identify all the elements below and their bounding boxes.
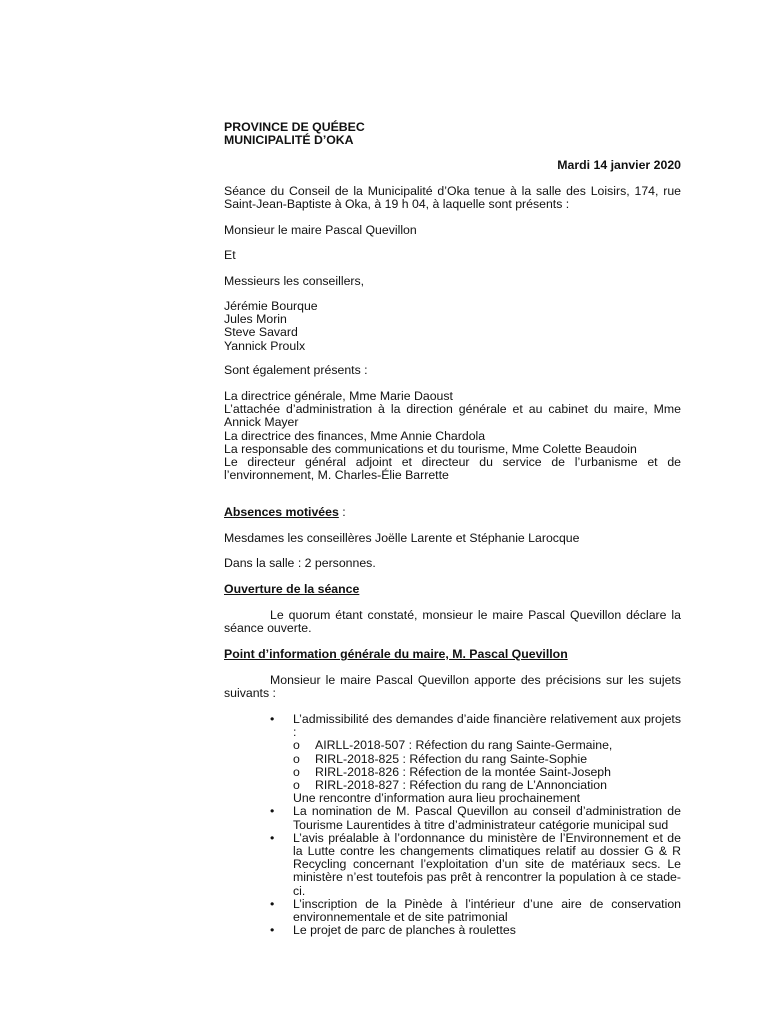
absences-colon: : — [338, 505, 346, 519]
staff-member: La responsable des communications et du tourisme, Mme Colette Beaudoin — [224, 441, 637, 456]
mayor-info-intro: Monsieur le maire Pascal Quevillon apporte des précisions sur les sujets suivants : — [224, 673, 681, 701]
list-item — [224, 713, 681, 805]
list-item-text: L’avis préalable à l’ordonnance du ministère de l’Environnement et de la Lutte contre les changements climatiques relatif au dossier G & R Recycling concernant l’exploitation d’un site de matériaux secs. Le ministère n’est toutefois pas prêt à rencontrer la population à ce stade-ci. — [293, 830, 681, 898]
staff-member: L’attachée d’administration à la direction générale et au cabinet du maire, Mme Annick Mayer — [224, 402, 681, 430]
circle-bullet-icon: o — [293, 764, 300, 779]
sub-list-item-text: RIRL-2018-825 : Réfection du rang Sainte-Sophie — [315, 751, 588, 766]
mayor-info-heading: Point d’information générale du maire, M. Pascal Quevillon — [224, 647, 568, 661]
absences-heading-line — [224, 506, 681, 519]
list-item-text: L’admissibilité des demandes d’aide financière relativement aux projets : — [293, 712, 681, 740]
councillor-name: Jules Morin — [224, 312, 287, 327]
staff-list — [224, 390, 681, 482]
letterhead — [224, 121, 681, 147]
bullet-icon: • — [270, 830, 275, 845]
councillor-name: Steve Savard — [224, 325, 298, 340]
also-present-intro: Sont également présents : — [224, 363, 368, 377]
bullet-icon: • — [270, 712, 275, 726]
meeting-date: Mardi 14 janvier 2020 — [557, 158, 681, 172]
sub-list-item-text: RIRL-2018-826 : Réfection de la montée Saint-Joseph — [315, 764, 611, 779]
mayor-info-list — [224, 713, 681, 937]
staff-member: La directrice des finances, Mme Annie Chardola — [224, 428, 486, 443]
sub-list — [293, 739, 681, 792]
list-item-text: L’inscription de la Pinède à l’intérieur d’une aire de conservation environnementale et de site patrimonial — [293, 896, 681, 925]
bullet-icon: • — [270, 896, 275, 911]
opening-heading: Ouverture de la séance — [224, 582, 360, 596]
bullet-icon: • — [270, 923, 275, 938]
list-item-note: Une rencontre d’information aura lieu prochainement — [293, 791, 581, 806]
list-item-text: Le projet de parc de planches à roulettes — [293, 923, 516, 938]
circle-bullet-icon: o — [293, 778, 300, 793]
mayor-line: Monsieur le maire Pascal Quevillon — [224, 223, 417, 237]
councillor-name: Yannick Proulx — [224, 338, 306, 353]
sub-list-item-text: AIRLL-2018-507 : Réfection du rang Sainte-Germaine, — [315, 738, 613, 753]
and-line: Et — [224, 248, 236, 262]
staff-member: Le directeur général adjoint et directeur du service de l’urbanisme et de l’environnement, M. Charles-Élie Barrette — [224, 455, 681, 483]
councillors-list — [224, 300, 681, 353]
councillor-name: Jérémie Bourque — [224, 299, 318, 313]
intro-paragraph: Séance du Conseil de la Municipalité d’Oka tenue à la salle des Loisirs, 174, rue Saint-Jean-Baptiste à Oka, à 19 h 04, à laquelle sont présents : — [224, 184, 681, 212]
absences-heading: Absences motivées — [224, 505, 339, 519]
list-item — [224, 805, 681, 831]
province-heading: PROVINCE DE QUÉBEC — [224, 120, 365, 134]
circle-bullet-icon: o — [293, 751, 300, 766]
sub-list-item — [293, 779, 681, 792]
sub-list-item-text: RIRL-2018-827 : Réfection du rang de L’Annonciation — [315, 778, 607, 793]
list-item — [224, 898, 681, 924]
bullet-icon: • — [270, 804, 275, 819]
absences-text: Mesdames les conseillères Joëlle Larente et Stéphanie Larocque — [224, 531, 580, 545]
circle-bullet-icon: o — [293, 738, 300, 753]
opening-text: Le quorum étant constaté, monsieur le maire Pascal Quevillon déclare la séance ouverte. — [224, 608, 681, 636]
municipality-heading: MUNICIPALITÉ D’OKA — [224, 133, 354, 148]
list-item — [224, 832, 681, 898]
staff-member: La directrice générale, Mme Marie Daoust — [224, 389, 453, 403]
audience-count: Dans la salle : 2 personnes. — [224, 556, 376, 570]
councillors-intro: Messieurs les conseillers, — [224, 274, 365, 288]
list-item-text: La nomination de M. Pascal Quevillon au conseil d’administration de Tourisme Laurentides à titre d’administrateur catégorie municipal sud — [293, 804, 681, 832]
list-item — [224, 924, 681, 937]
